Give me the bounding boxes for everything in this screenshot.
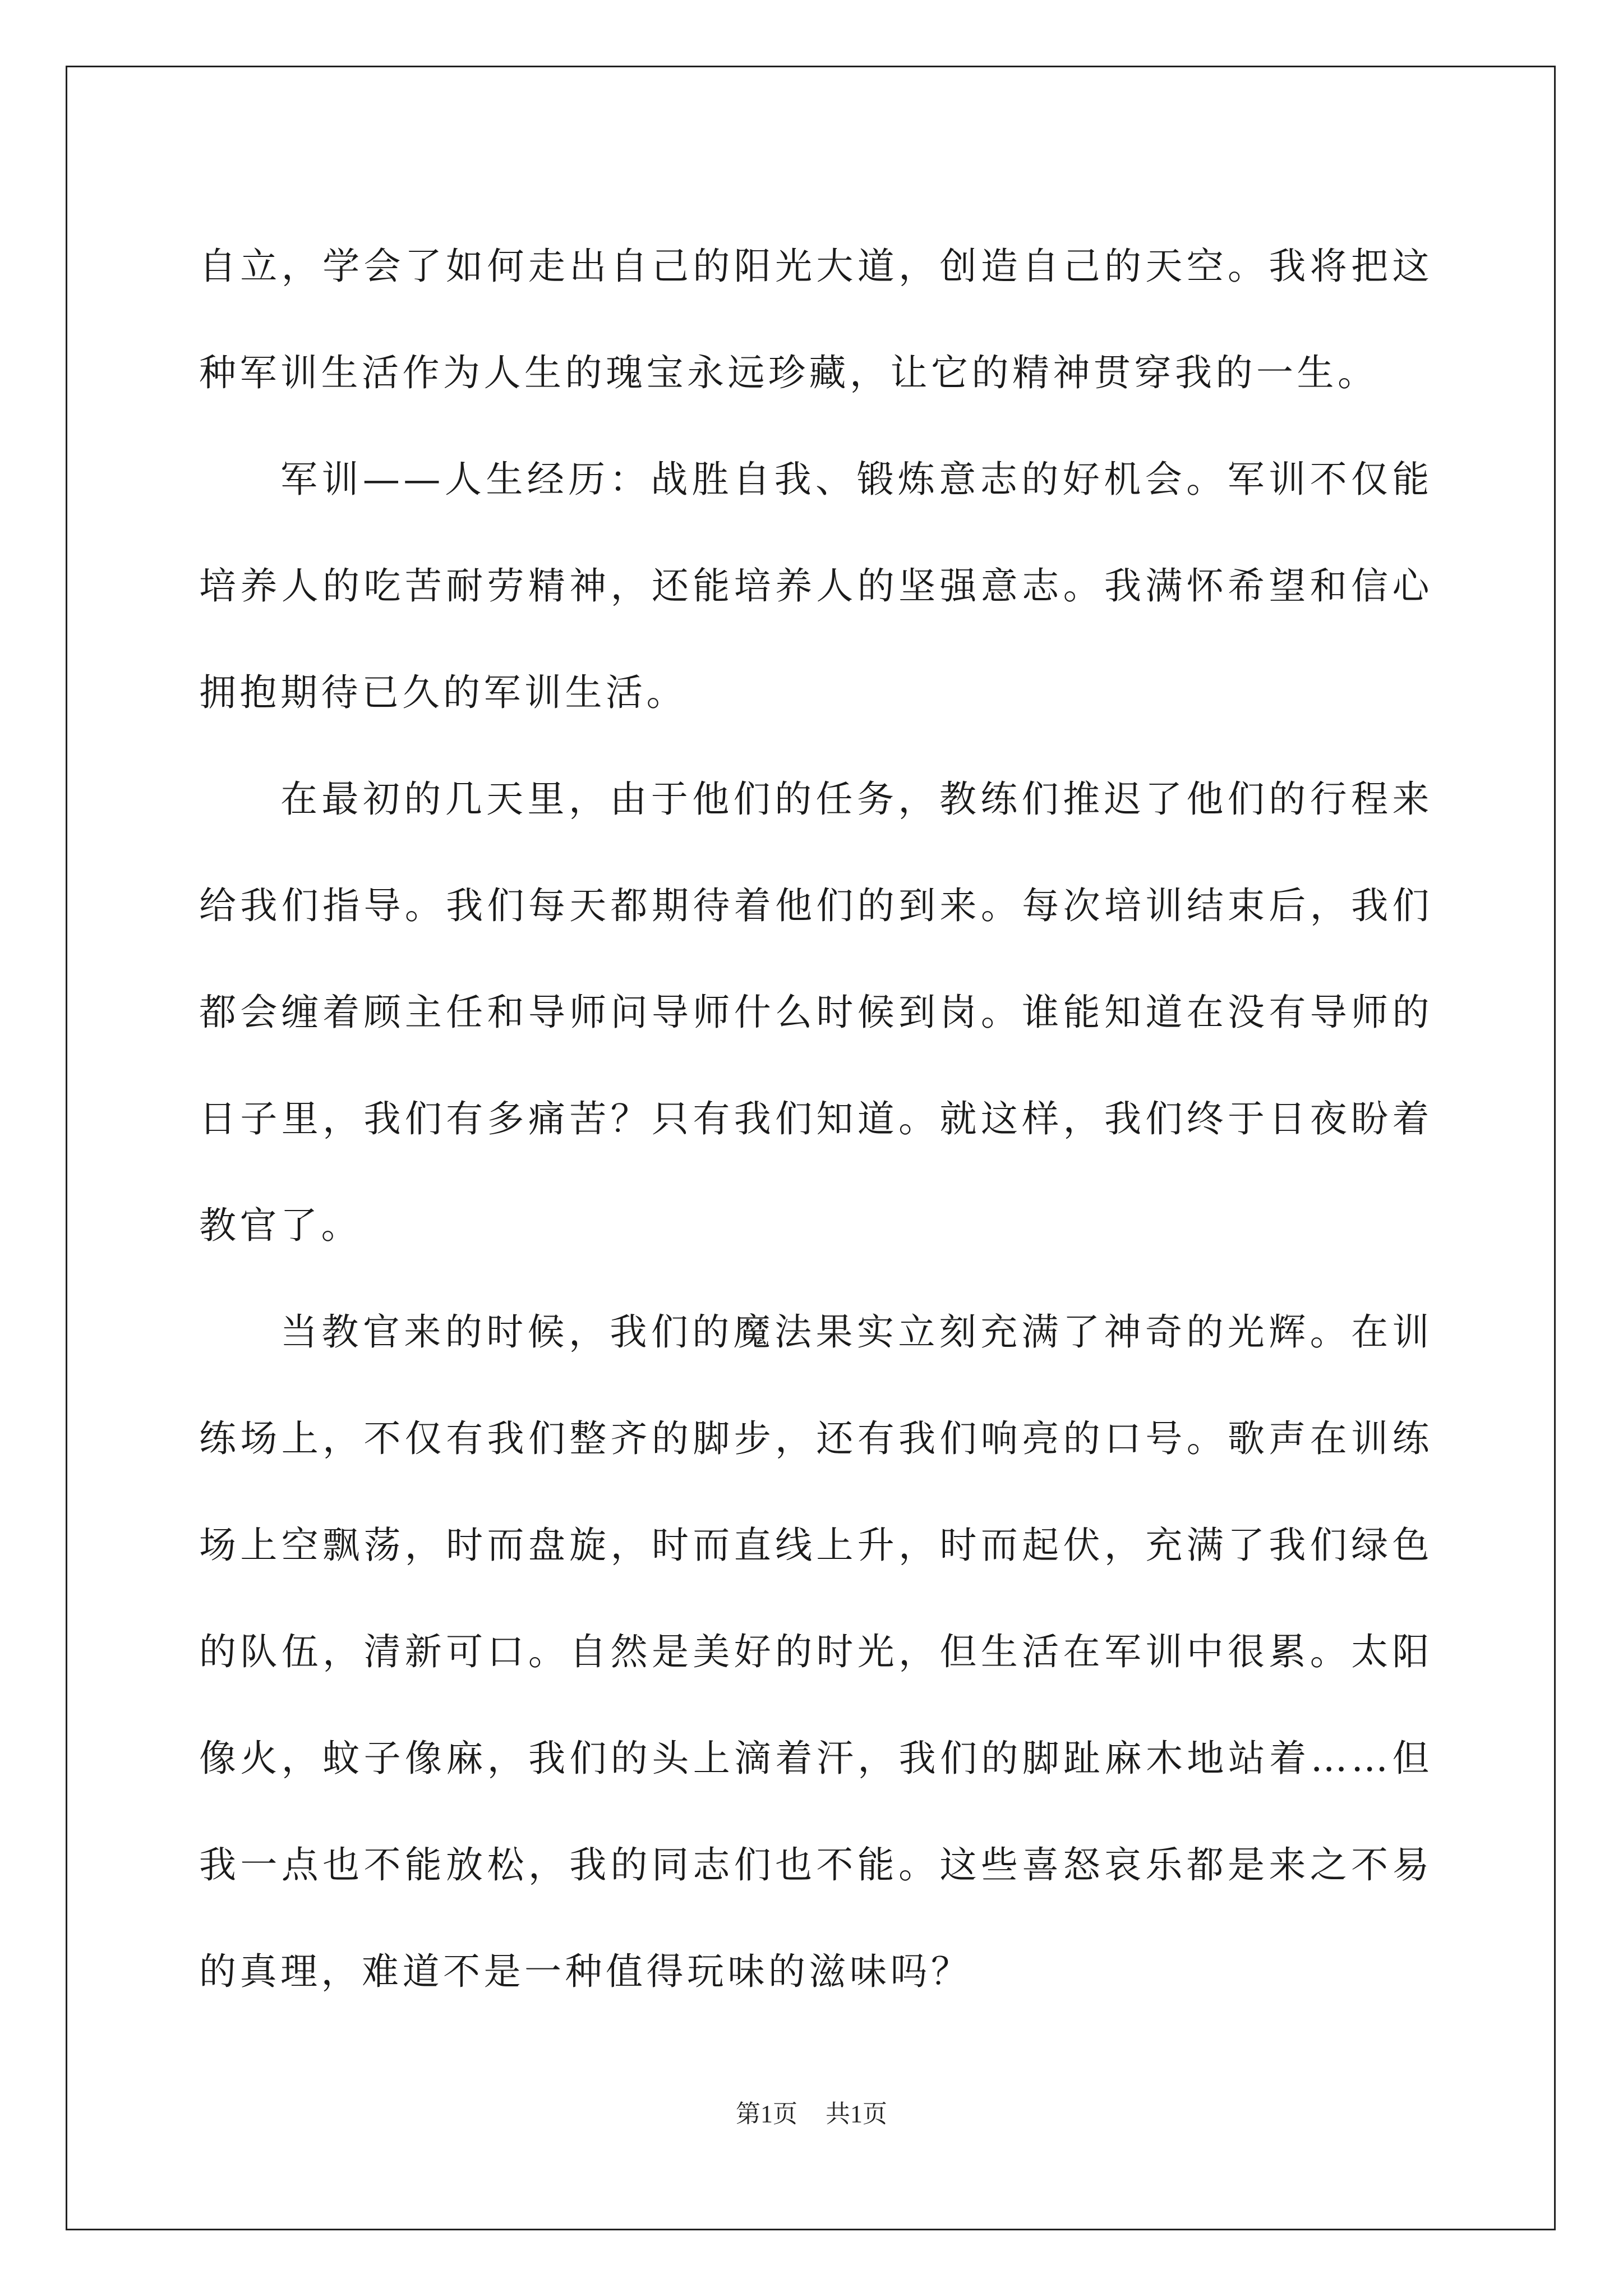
paragraph-1: 自立，学会了如何走出自己的阳光大道，创造自己的天空。我将把这种军训生活作为人生的瑰宝永远珍藏，让它的精神贯穿我的一生。 xyxy=(199,245,1433,394)
paragraph-3: 在最初的几天里，由于他们的任务，教练们推迟了他们的行程来给我们指导。我们每天都期待着他们的到来。每次培训结束后，我们都会缠着顾主任和导师问导师什么时候到岗。谁能知道在没有导师的日子里，我们有多痛苦？只有我们知道。就这样，我们终于日夜盼着教官了。 xyxy=(199,777,1433,1247)
paragraph-2: 军训——人生经历：战胜自我、锻炼意志的好机会。军训不仅能培养人的吃苦耐劳精神，还能培养人的坚强意志。我满怀希望和信心拥抱期待已久的军训生活。 xyxy=(199,458,1433,714)
page-number: 第1页 xyxy=(736,2100,797,2128)
paragraph-4: 当教官来的时候，我们的魔法果实立刻充满了神奇的光辉。在训练场上，不仅有我们整齐的脚步，还有我们响亮的口号。歌声在训练场上空飘荡，时而盘旋，时而直线上升，时而起伏，充满了我们绿色的队伍，清新可口。自然是美好的时光，但生活在军训中很累。太阳像火，蚊子像麻，我们的头上滴着汗，我们的脚趾麻木地站着……但我一点也不能放松，我的同志们也不能。这些喜怒哀乐都是来之不易的真理，难道不是一种值得玩味的滋味吗？ xyxy=(199,1310,1433,1993)
page-total: 共1页 xyxy=(826,2100,887,2128)
page-footer xyxy=(0,2093,1623,2129)
document-body xyxy=(199,213,1433,2025)
